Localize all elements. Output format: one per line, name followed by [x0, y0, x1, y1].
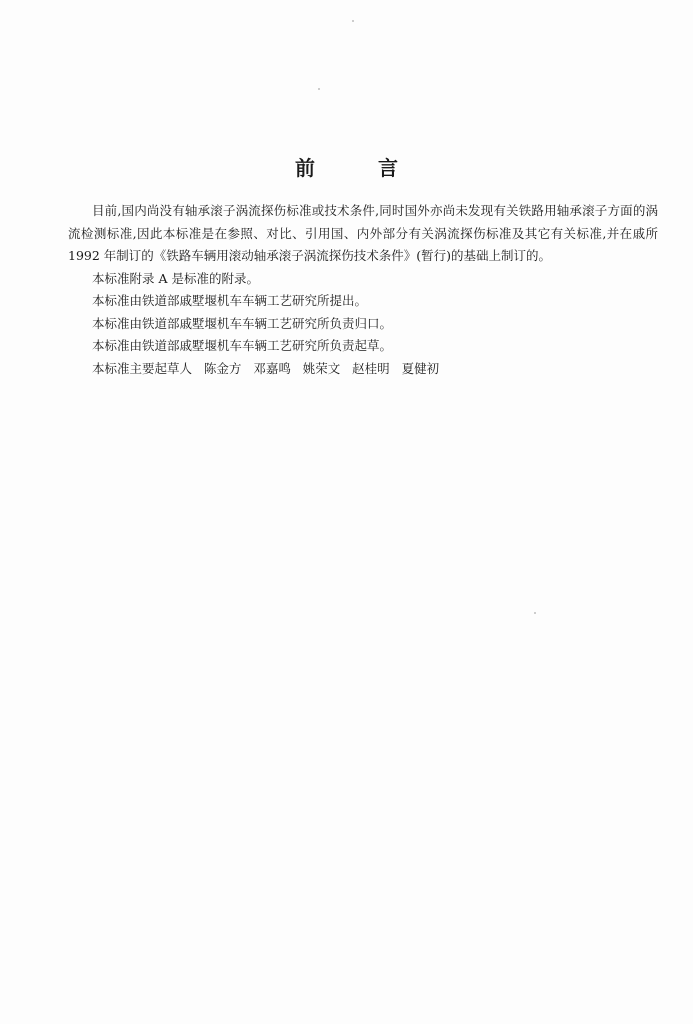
intro-paragraph: 目前,国内尚没有轴承滚子涡流探伤标准或技术条件,同时国外亦尚未发现有关铁路用轴承滚子方面的涡流检测标准,因此本标准是在参照、对比、引用国、内外部分有关涡流探伤标准及其它有关标准,并在戚所 1992 年制订的《铁路车辆用滚动轴承滚子涡流探伤技术条件》(暂行)的基础上制订的。: [68, 203, 658, 263]
drafters-line: 本标准主要起草人 陈金方 邓嘉鸣 姚荣文 赵桂明 夏健初: [92, 360, 440, 376]
drafting-org-note: 本标准由铁道部戚墅堰机车车辆工艺研究所负责起草。: [92, 338, 393, 353]
page-title: 前 言: [295, 156, 426, 180]
scan-speck: [318, 88, 320, 90]
body-text: [68, 200, 658, 380]
proposer-note: 本标准由铁道部戚墅堰机车车辆工艺研究所提出。: [92, 293, 368, 308]
scan-speck: [352, 20, 354, 22]
appendix-note: 本标准附录 A 是标准的附录。: [92, 270, 259, 286]
administrator-note: 本标准由铁道部戚墅堰机车车辆工艺研究所负责归口。: [92, 315, 393, 331]
scan-speck: [534, 612, 536, 614]
